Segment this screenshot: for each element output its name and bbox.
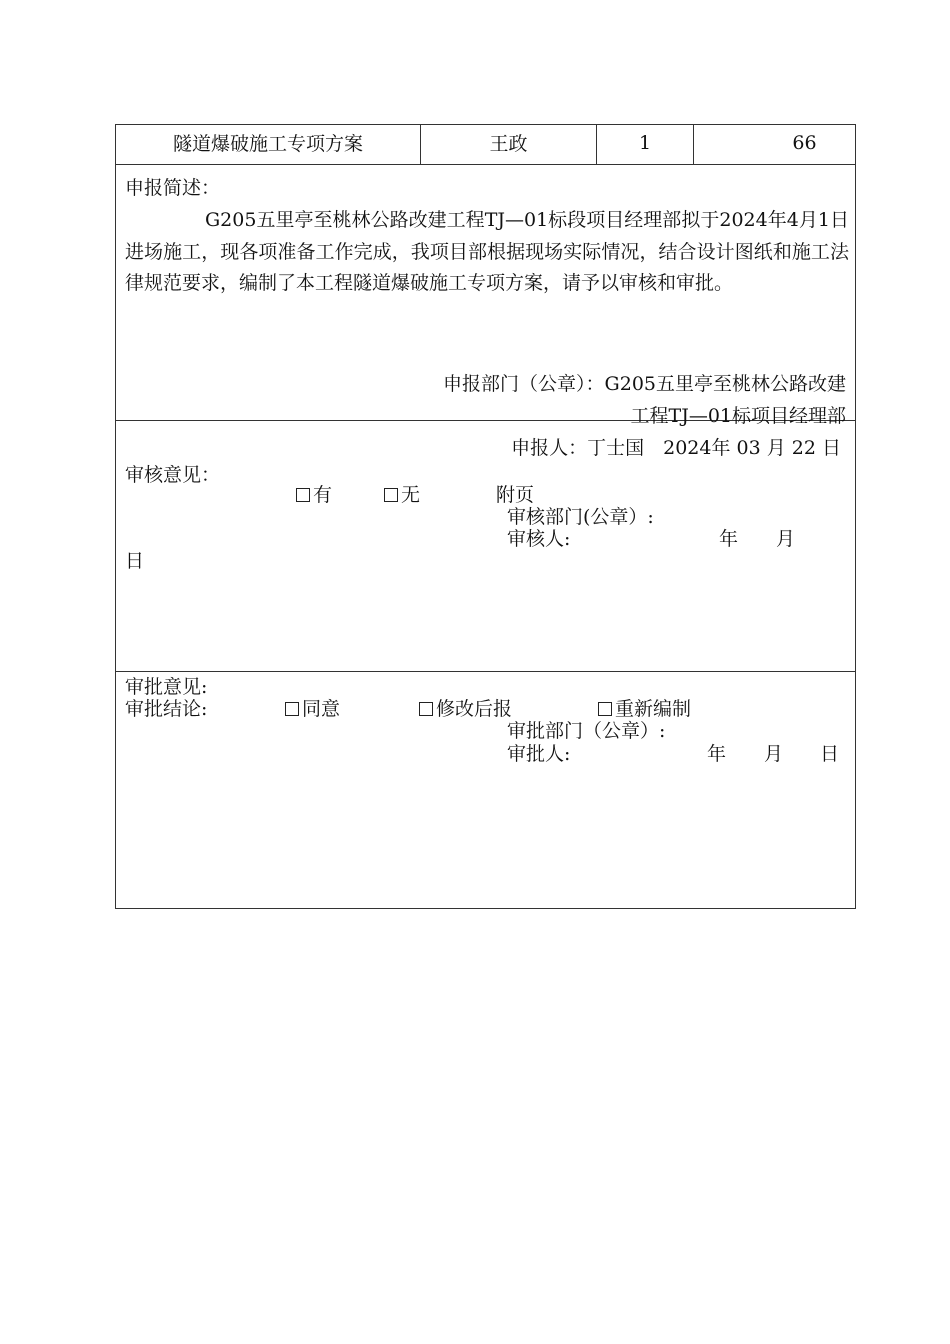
review-attachment: 附页 — [496, 484, 535, 506]
review-reviewer: 审核人: — [507, 528, 571, 550]
submission-form — [115, 124, 856, 909]
approval-year: 年 — [707, 743, 727, 765]
review-option-yes[interactable] — [296, 480, 332, 507]
review-option-yes-label: 有 — [313, 484, 333, 506]
review-day: 日 — [125, 550, 145, 572]
report-title: 申报简述： — [125, 177, 221, 199]
checkbox-icon[interactable] — [296, 488, 310, 502]
review-year: 年 — [719, 528, 739, 550]
review-option-no[interactable] — [384, 480, 420, 507]
approval-option-revise-label: 修改后报 — [436, 698, 513, 720]
report-body — [125, 205, 849, 300]
approval-title: 审批意见: — [125, 676, 208, 698]
project-name-cell: 隧道爆破施工专项方案 — [116, 125, 421, 164]
approval-approver: 审批人: — [507, 743, 571, 765]
review-section — [116, 460, 855, 672]
pages-cell: 66 — [792, 131, 817, 154]
review-dept: 审核部门(公章）: — [507, 506, 654, 528]
approval-option-agree-label: 同意 — [302, 698, 341, 720]
approval-day: 日 — [820, 743, 840, 765]
approval-month: 月 — [764, 743, 784, 765]
person-cell: 王政 — [421, 125, 597, 164]
checkbox-icon[interactable] — [285, 702, 299, 716]
report-section — [116, 165, 855, 459]
report-applicant-line: 申报人：丁士国 2024年 03 月 22 日 — [511, 437, 841, 459]
copies-cell: 1 — [597, 125, 694, 164]
checkbox-icon[interactable] — [419, 702, 433, 716]
report-dept-line2: 工程TJ—01标项目经理部 — [630, 405, 846, 427]
review-title: 审核意见： — [125, 464, 221, 486]
approval-dept: 审批部门（公章）: — [507, 720, 666, 742]
report-body-text: G205五里亭至桃林公路改建工程TJ—01标段项目经理部拟于2024年4月1日进场施工，现各项准备工作完成，我项目部根据现场实际情况，结合设计图纸和施工法律规范要求，编制了本工程隧道爆破施工专项方案，请予以审核和审批。 — [125, 209, 849, 294]
report-dept-line1: 申报部门（公章）：G205五里亭至桃林公路改建 — [443, 373, 846, 395]
approval-option-agree[interactable] — [285, 694, 340, 721]
checkbox-icon[interactable] — [598, 702, 612, 716]
header-row — [116, 125, 855, 165]
review-option-no-label: 无 — [401, 484, 421, 506]
approval-option-redo-label: 重新编制 — [615, 698, 692, 720]
approval-section — [116, 672, 855, 908]
checkbox-icon[interactable] — [384, 488, 398, 502]
approval-conclusion-label: 审批结论: — [125, 698, 208, 720]
approval-option-revise[interactable] — [419, 694, 512, 721]
review-month: 月 — [776, 528, 796, 550]
